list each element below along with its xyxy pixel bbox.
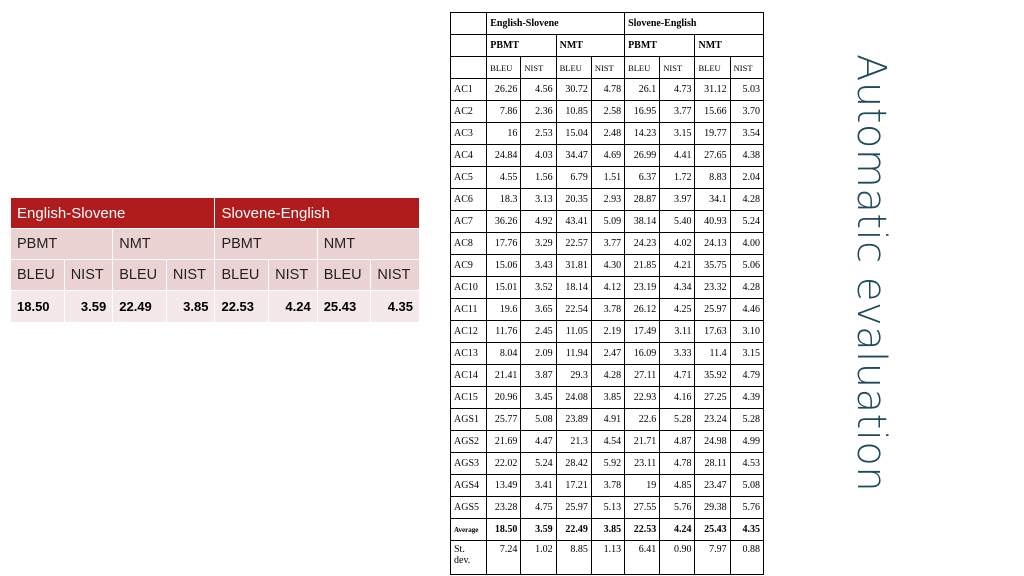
summary-metric: NIST xyxy=(166,260,215,291)
detail-cell: 2.58 xyxy=(591,101,624,123)
detail-row-label: AC11 xyxy=(451,299,487,321)
detail-cell: 26.26 xyxy=(487,79,521,101)
summary-metric: NIST xyxy=(269,260,318,291)
detail-cell: 4.78 xyxy=(591,79,624,101)
detail-cell: 43.41 xyxy=(556,211,591,233)
detail-cell: 20.35 xyxy=(556,189,591,211)
detail-system: NMT xyxy=(556,35,624,57)
detail-cell: 36.26 xyxy=(487,211,521,233)
detail-row xyxy=(451,145,764,167)
detail-row-label: AGS1 xyxy=(451,409,487,431)
detail-cell: 4.69 xyxy=(591,145,624,167)
detail-cell: 6.79 xyxy=(556,167,591,189)
detail-cell: 27.25 xyxy=(695,387,730,409)
detail-row-label: St. dev. xyxy=(451,541,487,575)
detail-cell: 10.85 xyxy=(556,101,591,123)
summary-system: NMT xyxy=(113,229,215,260)
detail-cell: 0.88 xyxy=(730,541,763,575)
detail-cell: 3.54 xyxy=(730,123,763,145)
detail-cell: 3.52 xyxy=(521,277,556,299)
detail-row xyxy=(451,79,764,101)
detail-cell: 13.49 xyxy=(487,475,521,497)
summary-dir-en-sl: English-Slovene xyxy=(11,198,215,229)
detail-row-label: AC4 xyxy=(451,145,487,167)
detail-row xyxy=(451,211,764,233)
detail-cell: 17.76 xyxy=(487,233,521,255)
detail-system: NMT xyxy=(695,35,764,57)
detail-cell: 5.09 xyxy=(591,211,624,233)
detail-cell: 4.55 xyxy=(487,167,521,189)
detail-cell: 3.78 xyxy=(591,299,624,321)
detail-cell: 2.48 xyxy=(591,123,624,145)
detail-cell: 25.43 xyxy=(695,519,730,541)
detail-cell: 4.16 xyxy=(660,387,695,409)
detail-cell: 18.3 xyxy=(487,189,521,211)
detail-cell: 18.14 xyxy=(556,277,591,299)
detail-cell: 24.13 xyxy=(695,233,730,255)
detail-cell: 4.73 xyxy=(660,79,695,101)
detail-system: PBMT xyxy=(487,35,556,57)
detail-cell: 4.39 xyxy=(730,387,763,409)
detail-row-label: AC14 xyxy=(451,365,487,387)
detail-table xyxy=(450,12,764,575)
detail-row-label: AC1 xyxy=(451,79,487,101)
detail-cell: 7.97 xyxy=(695,541,730,575)
detail-cell: 21.41 xyxy=(487,365,521,387)
summary-system: NMT xyxy=(317,229,419,260)
detail-cell: 4.25 xyxy=(660,299,695,321)
detail-cell: 24.23 xyxy=(625,233,660,255)
detail-cell: 5.76 xyxy=(730,497,763,519)
detail-cell: 22.57 xyxy=(556,233,591,255)
detail-row-label: AC10 xyxy=(451,277,487,299)
summary-value: 3.59 xyxy=(64,291,113,323)
summary-values-row xyxy=(11,291,420,323)
detail-cell: 19 xyxy=(625,475,660,497)
detail-metric: NIST xyxy=(521,57,556,79)
detail-metric: BLEU xyxy=(695,57,730,79)
detail-cell: 29.3 xyxy=(556,365,591,387)
detail-direction-row xyxy=(451,13,764,35)
summary-system: PBMT xyxy=(215,229,317,260)
detail-row xyxy=(451,453,764,475)
detail-cell: 11.4 xyxy=(695,343,730,365)
summary-systems-row xyxy=(11,229,420,260)
detail-cell: 4.99 xyxy=(730,431,763,453)
detail-stdev-row xyxy=(451,541,764,575)
detail-cell: 4.00 xyxy=(730,233,763,255)
detail-cell: 2.19 xyxy=(591,321,624,343)
detail-cell: 3.70 xyxy=(730,101,763,123)
detail-cell: 3.87 xyxy=(521,365,556,387)
detail-row-label: AC9 xyxy=(451,255,487,277)
detail-cell: 4.54 xyxy=(591,431,624,453)
detail-row-label: AC13 xyxy=(451,343,487,365)
detail-metric: BLEU xyxy=(556,57,591,79)
detail-cell: 4.24 xyxy=(660,519,695,541)
detail-cell: 5.28 xyxy=(660,409,695,431)
detail-cell: 3.78 xyxy=(591,475,624,497)
detail-row xyxy=(451,255,764,277)
detail-cell: 3.15 xyxy=(660,123,695,145)
detail-systems-row xyxy=(451,35,764,57)
detail-cell: 4.78 xyxy=(660,453,695,475)
detail-cell: 3.33 xyxy=(660,343,695,365)
detail-cell: 22.54 xyxy=(556,299,591,321)
detail-corner-cell xyxy=(451,35,487,57)
detail-cell: 17.63 xyxy=(695,321,730,343)
detail-metric: NIST xyxy=(591,57,624,79)
detail-row xyxy=(451,123,764,145)
detail-row-label: AGS3 xyxy=(451,453,487,475)
detail-cell: 18.50 xyxy=(487,519,521,541)
detail-cell: 5.28 xyxy=(730,409,763,431)
detail-cell: 1.56 xyxy=(521,167,556,189)
summary-metric: NIST xyxy=(64,260,113,291)
detail-cell: 0.90 xyxy=(660,541,695,575)
detail-cell: 3.65 xyxy=(521,299,556,321)
detail-cell: 23.28 xyxy=(487,497,521,519)
detail-cell: 7.24 xyxy=(487,541,521,575)
detail-row xyxy=(451,277,764,299)
detail-cell: 3.85 xyxy=(591,519,624,541)
detail-cell: 8.04 xyxy=(487,343,521,365)
detail-cell: 29.38 xyxy=(695,497,730,519)
detail-row xyxy=(451,475,764,497)
detail-average-row xyxy=(451,519,764,541)
summary-system: PBMT xyxy=(11,229,113,260)
detail-cell: 4.02 xyxy=(660,233,695,255)
detail-cell: 16.95 xyxy=(625,101,660,123)
detail-cell: 3.45 xyxy=(521,387,556,409)
detail-cell: 4.28 xyxy=(730,277,763,299)
summary-dir-sl-en: Slovene-English xyxy=(215,198,420,229)
detail-cell: 20.96 xyxy=(487,387,521,409)
detail-row-label: AGS5 xyxy=(451,497,487,519)
detail-metric: NIST xyxy=(730,57,763,79)
detail-cell: 3.11 xyxy=(660,321,695,343)
detail-cell: 4.30 xyxy=(591,255,624,277)
detail-cell: 21.85 xyxy=(625,255,660,277)
detail-cell: 25.97 xyxy=(556,497,591,519)
detail-row-label: AC3 xyxy=(451,123,487,145)
summary-metrics-row xyxy=(11,260,420,291)
detail-cell: 27.11 xyxy=(625,365,660,387)
detail-cell: 4.35 xyxy=(730,519,763,541)
detail-row xyxy=(451,321,764,343)
detail-cell: 5.92 xyxy=(591,453,624,475)
detail-cell: 15.01 xyxy=(487,277,521,299)
detail-cell: 4.28 xyxy=(591,365,624,387)
detail-cell: 8.83 xyxy=(695,167,730,189)
summary-value: 25.43 xyxy=(317,291,371,323)
detail-cell: 2.53 xyxy=(521,123,556,145)
detail-cell: 21.69 xyxy=(487,431,521,453)
detail-row xyxy=(451,431,764,453)
detail-metrics-row xyxy=(451,57,764,79)
detail-cell: 11.05 xyxy=(556,321,591,343)
detail-cell: 7.86 xyxy=(487,101,521,123)
detail-row-label: AC12 xyxy=(451,321,487,343)
detail-cell: 22.02 xyxy=(487,453,521,475)
detail-cell: 4.87 xyxy=(660,431,695,453)
detail-cell: 22.6 xyxy=(625,409,660,431)
detail-cell: 26.99 xyxy=(625,145,660,167)
detail-row xyxy=(451,409,764,431)
detail-cell: 25.97 xyxy=(695,299,730,321)
detail-cell: 23.24 xyxy=(695,409,730,431)
summary-value: 4.24 xyxy=(269,291,318,323)
detail-cell: 4.56 xyxy=(521,79,556,101)
detail-cell: 1.02 xyxy=(521,541,556,575)
detail-row-label: AC2 xyxy=(451,101,487,123)
detail-cell: 4.41 xyxy=(660,145,695,167)
detail-cell: 5.06 xyxy=(730,255,763,277)
detail-cell: 6.41 xyxy=(625,541,660,575)
detail-cell: 34.47 xyxy=(556,145,591,167)
detail-cell: 3.10 xyxy=(730,321,763,343)
detail-cell: 11.94 xyxy=(556,343,591,365)
detail-cell: 16 xyxy=(487,123,521,145)
detail-cell: 30.72 xyxy=(556,79,591,101)
detail-row-label: AC8 xyxy=(451,233,487,255)
detail-cell: 5.40 xyxy=(660,211,695,233)
detail-cell: 14.23 xyxy=(625,123,660,145)
detail-cell: 35.92 xyxy=(695,365,730,387)
summary-metric: NIST xyxy=(371,260,420,291)
detail-cell: 3.85 xyxy=(591,387,624,409)
detail-row-label: AC6 xyxy=(451,189,487,211)
detail-cell: 4.91 xyxy=(591,409,624,431)
detail-cell: 2.93 xyxy=(591,189,624,211)
detail-cell: 5.24 xyxy=(730,211,763,233)
detail-row-label: AC5 xyxy=(451,167,487,189)
detail-cell: 2.04 xyxy=(730,167,763,189)
detail-metric: BLEU xyxy=(487,57,521,79)
detail-cell: 28.11 xyxy=(695,453,730,475)
detail-cell: 3.77 xyxy=(660,101,695,123)
summary-metric: BLEU xyxy=(215,260,269,291)
detail-cell: 40.93 xyxy=(695,211,730,233)
detail-cell: 1.72 xyxy=(660,167,695,189)
detail-cell: 4.92 xyxy=(521,211,556,233)
detail-row xyxy=(451,167,764,189)
detail-row-label: AGS4 xyxy=(451,475,487,497)
detail-cell: 5.08 xyxy=(730,475,763,497)
detail-cell: 4.03 xyxy=(521,145,556,167)
detail-cell: 21.3 xyxy=(556,431,591,453)
detail-cell: 31.12 xyxy=(695,79,730,101)
detail-cell: 3.97 xyxy=(660,189,695,211)
detail-cell: 26.12 xyxy=(625,299,660,321)
detail-cell: 34.1 xyxy=(695,189,730,211)
detail-cell: 19.6 xyxy=(487,299,521,321)
detail-cell: 8.85 xyxy=(556,541,591,575)
detail-cell: 17.49 xyxy=(625,321,660,343)
detail-cell: 5.03 xyxy=(730,79,763,101)
detail-cell: 3.43 xyxy=(521,255,556,277)
detail-row xyxy=(451,189,764,211)
detail-cell: 24.08 xyxy=(556,387,591,409)
detail-cell: 5.13 xyxy=(591,497,624,519)
summary-value: 4.35 xyxy=(371,291,420,323)
detail-cell: 3.41 xyxy=(521,475,556,497)
detail-cell: 5.76 xyxy=(660,497,695,519)
summary-metric: BLEU xyxy=(317,260,371,291)
detail-cell: 27.65 xyxy=(695,145,730,167)
detail-cell: 24.98 xyxy=(695,431,730,453)
detail-cell: 22.49 xyxy=(556,519,591,541)
detail-dir-sl-en: Slovene-English xyxy=(625,13,764,35)
detail-cell: 16.09 xyxy=(625,343,660,365)
detail-system: PBMT xyxy=(625,35,695,57)
detail-row-label: AC7 xyxy=(451,211,487,233)
detail-cell: 15.04 xyxy=(556,123,591,145)
detail-cell: 4.53 xyxy=(730,453,763,475)
detail-cell: 4.28 xyxy=(730,189,763,211)
detail-row xyxy=(451,343,764,365)
detail-cell: 26.1 xyxy=(625,79,660,101)
detail-corner-cell xyxy=(451,13,487,35)
detail-cell: 4.12 xyxy=(591,277,624,299)
detail-cell: 22.93 xyxy=(625,387,660,409)
detail-cell: 3.13 xyxy=(521,189,556,211)
detail-cell: 15.66 xyxy=(695,101,730,123)
detail-cell: 1.13 xyxy=(591,541,624,575)
detail-cell: 21.71 xyxy=(625,431,660,453)
detail-row-label: AC15 xyxy=(451,387,487,409)
detail-cell: 2.47 xyxy=(591,343,624,365)
detail-cell: 24.84 xyxy=(487,145,521,167)
summary-table xyxy=(10,197,420,323)
detail-cell: 38.14 xyxy=(625,211,660,233)
detail-corner-cell xyxy=(451,57,487,79)
detail-cell: 1.51 xyxy=(591,167,624,189)
detail-cell: 3.77 xyxy=(591,233,624,255)
detail-dir-en-sl: English-Slovene xyxy=(487,13,625,35)
detail-cell: 4.47 xyxy=(521,431,556,453)
detail-cell: 4.85 xyxy=(660,475,695,497)
detail-cell: 28.42 xyxy=(556,453,591,475)
detail-cell: 35.75 xyxy=(695,255,730,277)
detail-cell: 31.81 xyxy=(556,255,591,277)
detail-row xyxy=(451,299,764,321)
slide-title: Automatic evaluation xyxy=(848,54,894,493)
summary-metric: BLEU xyxy=(113,260,167,291)
detail-cell: 17.21 xyxy=(556,475,591,497)
summary-value: 18.50 xyxy=(11,291,65,323)
detail-cell: 3.29 xyxy=(521,233,556,255)
detail-row xyxy=(451,387,764,409)
detail-cell: 23.32 xyxy=(695,277,730,299)
detail-cell: 3.59 xyxy=(521,519,556,541)
detail-cell: 4.75 xyxy=(521,497,556,519)
detail-cell: 27.55 xyxy=(625,497,660,519)
detail-cell: 3.15 xyxy=(730,343,763,365)
detail-cell: 11.76 xyxy=(487,321,521,343)
detail-row-label: AGS2 xyxy=(451,431,487,453)
detail-row xyxy=(451,233,764,255)
detail-cell: 2.09 xyxy=(521,343,556,365)
detail-cell: 25.77 xyxy=(487,409,521,431)
summary-value: 22.49 xyxy=(113,291,167,323)
detail-cell: 4.46 xyxy=(730,299,763,321)
detail-metric: NIST xyxy=(660,57,695,79)
detail-cell: 23.19 xyxy=(625,277,660,299)
detail-cell: 5.24 xyxy=(521,453,556,475)
detail-body xyxy=(451,79,764,519)
detail-cell: 23.47 xyxy=(695,475,730,497)
detail-cell: 23.11 xyxy=(625,453,660,475)
detail-cell: 19.77 xyxy=(695,123,730,145)
detail-cell: 5.08 xyxy=(521,409,556,431)
detail-cell: 15.06 xyxy=(487,255,521,277)
summary-value: 22.53 xyxy=(215,291,269,323)
detail-cell: 2.45 xyxy=(521,321,556,343)
detail-metric: BLEU xyxy=(625,57,660,79)
detail-cell: 22.53 xyxy=(625,519,660,541)
detail-row xyxy=(451,497,764,519)
detail-row xyxy=(451,365,764,387)
detail-cell: 4.79 xyxy=(730,365,763,387)
detail-cell: 2.36 xyxy=(521,101,556,123)
detail-row xyxy=(451,101,764,123)
detail-cell: 23.89 xyxy=(556,409,591,431)
detail-cell: 6.37 xyxy=(625,167,660,189)
summary-metric: BLEU xyxy=(11,260,65,291)
detail-cell: 28.87 xyxy=(625,189,660,211)
detail-cell: 4.21 xyxy=(660,255,695,277)
summary-header-row xyxy=(11,198,420,229)
summary-value: 3.85 xyxy=(166,291,215,323)
detail-cell: 4.38 xyxy=(730,145,763,167)
detail-row-label: Average xyxy=(451,519,487,541)
detail-cell: 4.34 xyxy=(660,277,695,299)
detail-cell: 4.71 xyxy=(660,365,695,387)
